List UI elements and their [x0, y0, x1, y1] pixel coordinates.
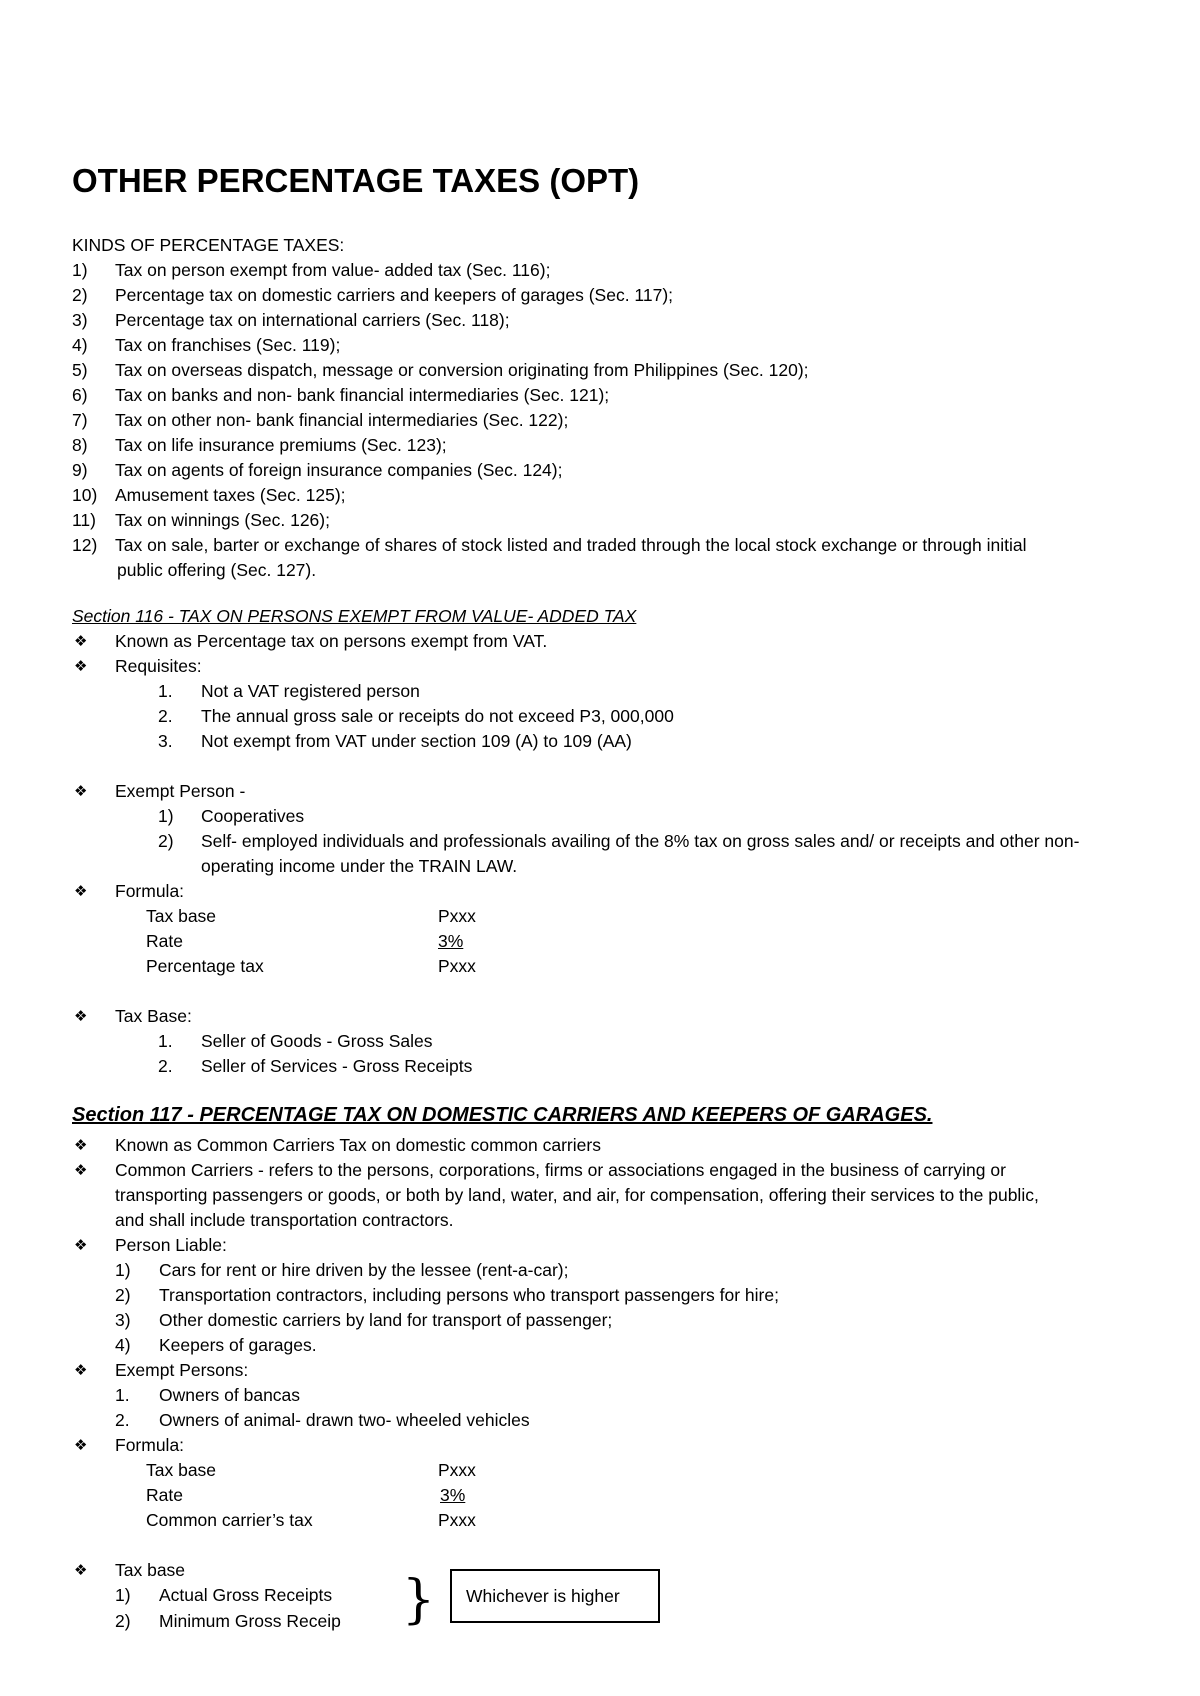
list-item-number: 3)	[72, 310, 88, 330]
list-item-number: 4)	[72, 335, 88, 355]
taxbase-item: Seller of Goods - Gross Sales	[201, 1031, 433, 1051]
formula-label: Rate	[146, 931, 183, 951]
list-item-number: 9)	[72, 460, 88, 480]
diamond-bullet-icon: ❖	[74, 1361, 88, 1379]
list-item: Percentage tax on domestic carriers and keepers of garages (Sec. 117);	[115, 285, 674, 305]
list-item: Tax on agents of foreign insurance companies (Sec. 124);	[115, 460, 563, 480]
formula-value: Pxxx	[438, 1510, 476, 1530]
diamond-bullet-icon: ❖	[74, 1236, 88, 1254]
box-text: Whichever is higher	[466, 1586, 620, 1606]
whichever-is-higher-box	[450, 1569, 660, 1623]
diamond-bullet-icon: ❖	[74, 1561, 88, 1579]
formula-label: Tax base	[146, 1460, 217, 1480]
sec117-taxbase-label: Tax base	[115, 1560, 186, 1580]
liable-item: Other domestic carriers by land for transport of passenger;	[159, 1310, 613, 1330]
section-117-heading: Section 117 - PERCENTAGE TAX ON DOMESTIC CARRIERS AND KEEPERS OF GARAGES.	[72, 1104, 933, 1126]
formula-value: 3%	[440, 1485, 466, 1505]
formula-value: Pxxx	[438, 956, 476, 976]
list-item: Tax on other non- bank financial intermediaries (Sec. 122);	[115, 410, 569, 430]
right-brace: }	[402, 1570, 436, 1630]
diamond-bullet-icon: ❖	[74, 632, 88, 650]
list-item-number: 1)	[115, 1585, 131, 1605]
list-item: Tax on life insurance premiums (Sec. 123);	[115, 435, 447, 455]
list-item-number: 2)	[115, 1611, 131, 1631]
liable-item: Cars for rent or hire driven by the lessee (rent-a-car);	[159, 1260, 569, 1280]
list-item: Tax on banks and non- bank financial intermediaries (Sec. 121);	[115, 385, 610, 405]
sec116-exempt-label: Exempt Person -	[115, 781, 246, 801]
exempt-item: Owners of animal- drawn two- wheeled vehicles	[159, 1410, 530, 1430]
liable-item: Transportation contractors, including persons who transport passengers for hire;	[159, 1285, 779, 1305]
formula-label: Percentage tax	[146, 956, 264, 976]
list-item-number: 1)	[72, 260, 88, 280]
formula-value: Pxxx	[438, 1460, 476, 1480]
diamond-bullet-icon: ❖	[74, 1161, 88, 1179]
requisite-item: Not a VAT registered person	[201, 681, 420, 701]
list-item-number: 1)	[158, 806, 174, 826]
list-item-number: 1.	[115, 1385, 130, 1405]
liable-item: Keepers of garages.	[159, 1335, 317, 1355]
diamond-bullet-icon: ❖	[74, 1136, 88, 1154]
list-item-number: 12)	[72, 535, 98, 555]
list-item-number: 1)	[115, 1260, 131, 1280]
formula-value: 3%	[438, 931, 464, 951]
sec117-known-as: Known as Common Carriers Tax on domestic common carriers	[115, 1135, 601, 1155]
list-item-number: 2)	[72, 285, 88, 305]
sec117-formula-label: Formula:	[115, 1435, 185, 1455]
list-item-number: 4)	[115, 1335, 131, 1355]
list-item-number: 3)	[115, 1310, 131, 1330]
kinds-heading: KINDS OF PERCENTAGE TAXES:	[72, 235, 345, 255]
list-item-number: 2.	[158, 1056, 173, 1076]
list-item-number: 11)	[72, 510, 96, 530]
taxbase-item: Minimum Gross Receip	[159, 1611, 341, 1631]
formula-label: Common carrier’s tax	[146, 1510, 313, 1530]
exempt-item-continuation: operating income under the TRAIN LAW.	[201, 856, 518, 876]
diamond-bullet-icon: ❖	[74, 1007, 88, 1025]
list-item: Tax on overseas dispatch, message or conversion originating from Philippines (Sec. 120);	[115, 360, 809, 380]
requisite-item: Not exempt from VAT under section 109 (A) to 109 (AA)	[201, 731, 632, 751]
list-item-number: 6)	[72, 385, 88, 405]
list-item-continuation: public offering (Sec. 127).	[117, 560, 317, 580]
section-116-heading: Section 116 - TAX ON PERSONS EXEMPT FROM VALUE- ADDED TAX	[72, 606, 637, 626]
diamond-bullet-icon: ❖	[74, 782, 88, 800]
list-item-number: 2)	[115, 1285, 131, 1305]
formula-label: Rate	[146, 1485, 183, 1505]
list-item: Amusement taxes (Sec. 125);	[115, 485, 346, 505]
sec116-formula-label: Formula:	[115, 881, 185, 901]
taxbase-item: Actual Gross Receipts	[159, 1585, 333, 1605]
sec116-requisites-label: Requisites:	[115, 656, 202, 676]
exempt-item: Cooperatives	[201, 806, 305, 826]
sec116-taxbase-label: Tax Base:	[115, 1006, 192, 1026]
common-carriers-definition: transporting passengers or goods, or both by land, water, and air, for compensation, offering their services to the public,	[115, 1185, 1039, 1205]
requisite-item: The annual gross sale or receipts do not exceed P3, 000,000	[201, 706, 674, 726]
list-item-number: 1.	[158, 1031, 173, 1051]
list-item: Tax on sale, barter or exchange of shares of stock listed and traded through the local stock exchange or through initial	[115, 535, 1027, 555]
list-item-number: 3.	[158, 731, 173, 751]
diamond-bullet-icon: ❖	[74, 1436, 88, 1454]
diamond-bullet-icon: ❖	[74, 657, 88, 675]
list-item-number: 2.	[115, 1410, 130, 1430]
list-item-number: 5)	[72, 360, 88, 380]
common-carriers-definition: and shall include transportation contractors.	[115, 1210, 454, 1230]
list-item: Tax on winnings (Sec. 126);	[115, 510, 330, 530]
list-item: Tax on franchises (Sec. 119);	[115, 335, 341, 355]
list-item: Tax on person exempt from value- added tax (Sec. 116);	[115, 260, 551, 280]
formula-value: Pxxx	[438, 906, 476, 926]
taxbase-item: Seller of Services - Gross Receipts	[201, 1056, 473, 1076]
list-item: Percentage tax on international carriers (Sec. 118);	[115, 310, 510, 330]
sec116-known-as: Known as Percentage tax on persons exempt from VAT.	[115, 631, 548, 651]
exempt-item: Owners of bancas	[159, 1385, 301, 1405]
list-item-number: 2)	[158, 831, 174, 851]
page-title: OTHER PERCENTAGE TAXES (OPT)	[72, 162, 640, 199]
list-item-number: 2.	[158, 706, 173, 726]
list-item-number: 1.	[158, 681, 173, 701]
diamond-bullet-icon: ❖	[74, 882, 88, 900]
sec117-liable-label: Person Liable:	[115, 1235, 227, 1255]
formula-label: Tax base	[146, 906, 217, 926]
list-item-number: 7)	[72, 410, 88, 430]
sec117-exempt-label: Exempt Persons:	[115, 1360, 249, 1380]
list-item-number: 8)	[72, 435, 88, 455]
exempt-item: Self- employed individuals and professionals availing of the 8% tax on gross sales and/ or receipts and other non-	[201, 831, 1080, 851]
list-item-number: 10)	[72, 485, 98, 505]
common-carriers-definition: Common Carriers - refers to the persons, corporations, firms or associations engaged in the business of carrying or	[115, 1160, 1006, 1180]
